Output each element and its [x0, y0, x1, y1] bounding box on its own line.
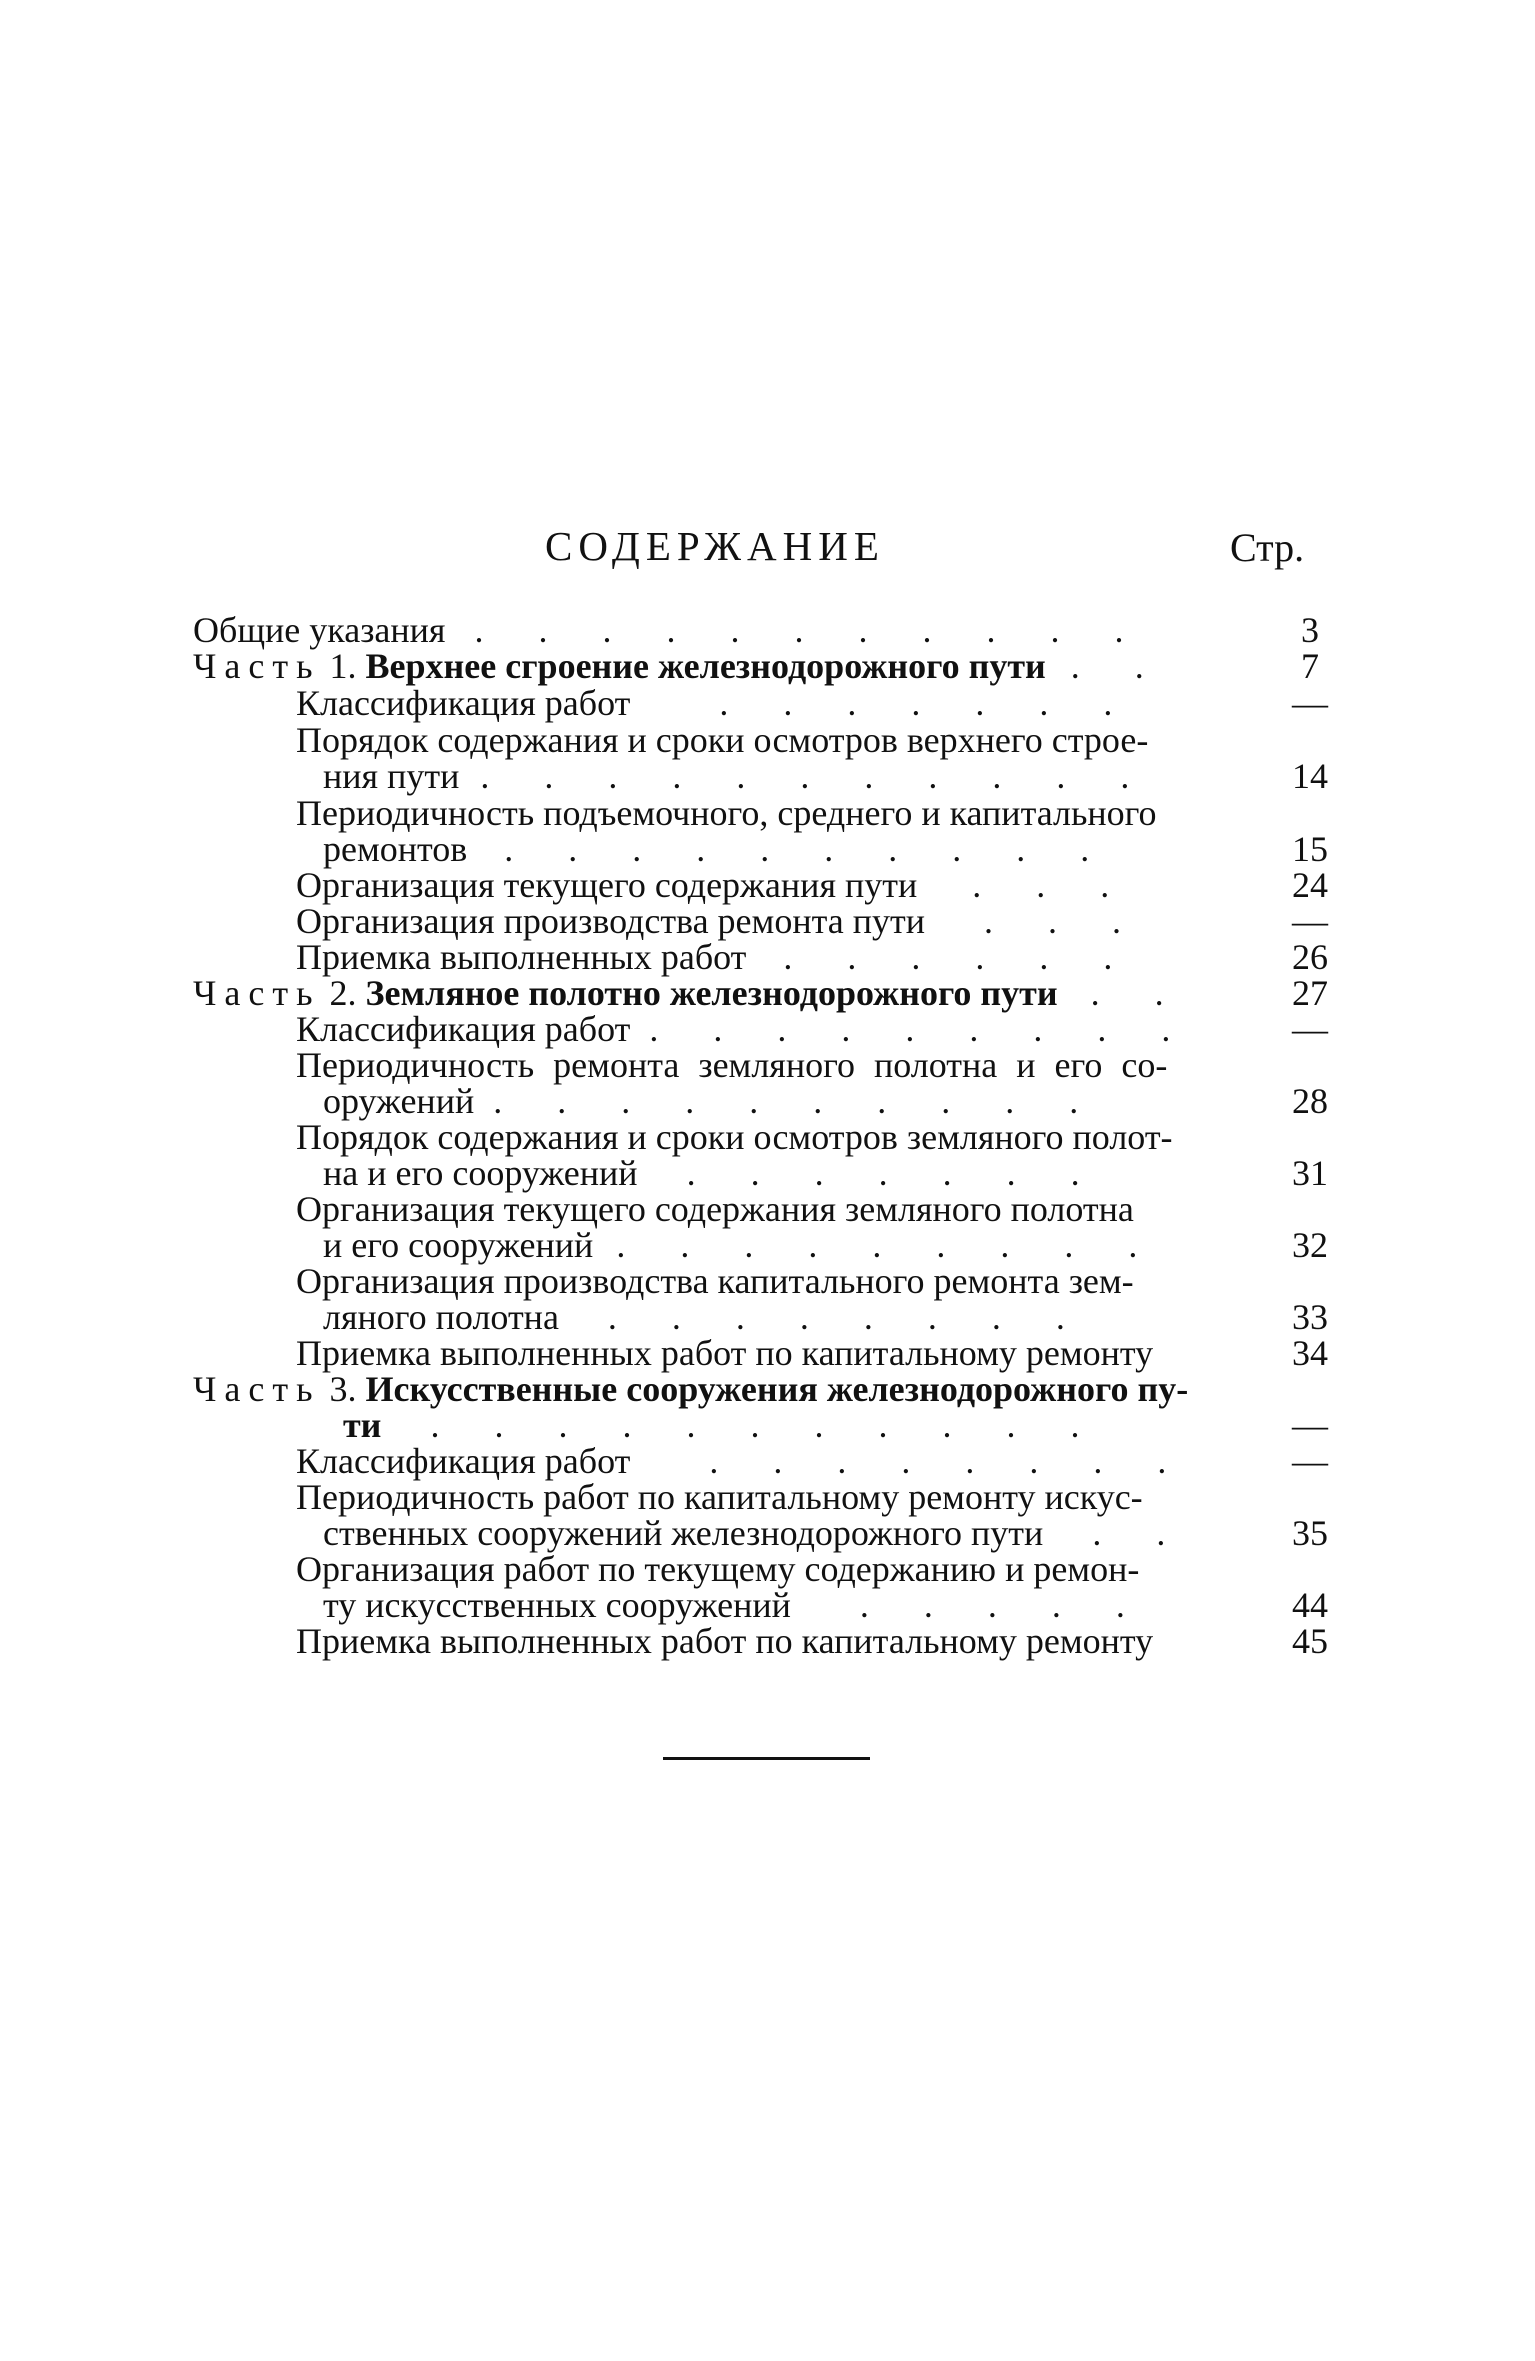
toc-entry-text: ляного полотна [323, 1297, 559, 1337]
toc-page-number: — [1292, 1405, 1328, 1445]
toc-page-number: 31 [1292, 1153, 1328, 1193]
toc-title: СОДЕРЖАНИЕ [545, 523, 885, 569]
toc-page-number: 15 [1292, 829, 1328, 869]
toc-entry-text: Приемка выполненных работ по капитальному ремонту [296, 1621, 1154, 1661]
toc-page-number: 45 [1292, 1621, 1328, 1661]
toc-entry-text: ния пути [323, 756, 460, 796]
toc-entry-continuation[interactable]: оружений . . . . . . . . . . [323, 1081, 1102, 1121]
toc-entry-line[interactable]: Периодичность ремонта земляного полотна и его со- [296, 1045, 1168, 1085]
part-title: Верхнее сгроение железнодорожного пути [365, 646, 1046, 686]
toc-entry[interactable]: Классификация работ . . . . . . . . [296, 1441, 1190, 1481]
toc-entry-text: ственных сооружений железнодорожного пути [323, 1513, 1044, 1553]
toc-entry-line[interactable]: Организация производства капитального ремонта зем- [296, 1261, 1134, 1301]
toc-entry[interactable]: Приемка выполненных работ . . . . . . [296, 937, 1136, 977]
toc-entry[interactable]: Организация текущего содержания пути . . . [296, 865, 1133, 905]
toc-page-number: 35 [1292, 1513, 1328, 1553]
toc-page-number: 7 [1301, 646, 1319, 686]
toc-page-number: 28 [1292, 1081, 1328, 1121]
part-number: 2. [329, 973, 357, 1013]
toc-page-number: 44 [1292, 1585, 1328, 1625]
toc-entry-text: и его сооружений [323, 1225, 594, 1265]
toc-entry-text: Классификация работ [296, 1009, 631, 1049]
toc-entry-continuation[interactable]: и его сооружений . . . . . . . . . [323, 1225, 1161, 1265]
page-column-label: Стр. [1230, 525, 1305, 570]
toc-entry-text: Классификация работ [296, 1441, 631, 1481]
toc-page-number: 32 [1292, 1225, 1328, 1265]
toc-entry-line[interactable]: Организация текущего содержания земляного полотна [296, 1189, 1134, 1229]
toc-entry-continuation[interactable]: на и его сооружений . . . . . . . [323, 1153, 1103, 1193]
toc-entry-text: Организация текущего содержания пути [296, 865, 918, 905]
toc-entry[interactable] [296, 1335, 1153, 1371]
toc-entry-continuation[interactable]: ния пути . . . . . . . . . . . [323, 756, 1153, 796]
part-title: Земляное полотно железнодорожного пути [365, 973, 1058, 1013]
toc-page-number: 26 [1292, 937, 1328, 977]
toc-page-number: 27 [1292, 973, 1328, 1013]
toc-entry[interactable]: Классификация работ . . . . . . . . . [296, 1009, 1194, 1049]
toc-entry-line[interactable]: Организация работ по текущему содержанию и ремон- [296, 1549, 1140, 1589]
toc-page-number: — [1292, 901, 1328, 941]
toc-part-2[interactable]: Часть 2. Земляное полотно железнодорожного пути . . [193, 973, 1187, 1013]
toc-entry-text: Приемка выполненных работ [296, 937, 747, 977]
toc-entry-continuation[interactable]: ляного полотна . . . . . . . . [323, 1297, 1088, 1337]
toc-page-number: 34 [1292, 1333, 1328, 1373]
toc-entry-text: ремонтов [323, 829, 468, 869]
part-number: 3. [329, 1369, 357, 1409]
toc-entry-text: Общие указания [193, 610, 446, 650]
toc-entry-line[interactable]: Порядок содержания и сроки осмотров верхнего строе- [296, 720, 1149, 760]
toc-page-number: — [1292, 1441, 1328, 1481]
toc-part-3[interactable] [193, 1371, 1188, 1407]
toc-page-number: 33 [1292, 1297, 1328, 1337]
toc-entry-text: Приемка выполненных работ по капитальному ремонту [296, 1333, 1154, 1373]
toc-page-number: — [1292, 1009, 1328, 1049]
part-label: Часть [193, 646, 321, 686]
toc-entry-text: Классификация работ [296, 683, 631, 723]
toc-page-number: 24 [1292, 865, 1328, 905]
toc-entry-general[interactable]: Общие указания . . . . . . . . . . . [193, 610, 1147, 650]
toc-page-number: — [1292, 683, 1328, 723]
part-number: 1. [329, 646, 357, 686]
part-title-continuation: ти [343, 1405, 382, 1445]
toc-entry-line[interactable]: Периодичность работ по капитальному ремонту искус- [296, 1477, 1143, 1517]
toc-entry-continuation[interactable]: ту искусственных сооружений . . . . . [323, 1585, 1148, 1625]
closing-rule-divider [663, 1757, 870, 1760]
part-label: Часть [193, 1369, 321, 1409]
toc-part-1[interactable]: Часть 1. Верхнее сгроение железнодорожного пути . . [193, 646, 1167, 686]
toc-entry-continuation[interactable]: ремонтов . . . . . . . . . . [323, 829, 1113, 869]
part-label: Часть [193, 973, 321, 1013]
toc-entry[interactable]: Организация производства ремонта пути . . . [296, 901, 1144, 941]
toc-entry-line[interactable]: Периодичность подъемочного, среднего и капитального [296, 793, 1157, 833]
part-title: Искусственные сооружения железнодорожного пу- [365, 1369, 1189, 1409]
toc-entry[interactable]: Классификация работ . . . . . . . [296, 683, 1136, 723]
toc-page-number: 3 [1301, 610, 1319, 650]
toc-page-number: 14 [1292, 756, 1328, 796]
toc-entry-continuation[interactable]: ственных сооружений железнодорожного пути . . [323, 1513, 1189, 1553]
toc-entry-line[interactable]: Порядок содержания и сроки осмотров земляного полот- [296, 1117, 1173, 1157]
toc-entry-text: ту искусственных сооружений [323, 1585, 791, 1625]
toc-entry-text: Организация производства ремонта пути [296, 901, 925, 941]
toc-entry-text: на и его сооружений [323, 1153, 638, 1193]
toc-entry[interactable] [296, 1623, 1153, 1659]
toc-entry-text: оружений [323, 1081, 475, 1121]
toc-part-continuation[interactable]: ти . . . . . . . . . . . [343, 1405, 1103, 1445]
